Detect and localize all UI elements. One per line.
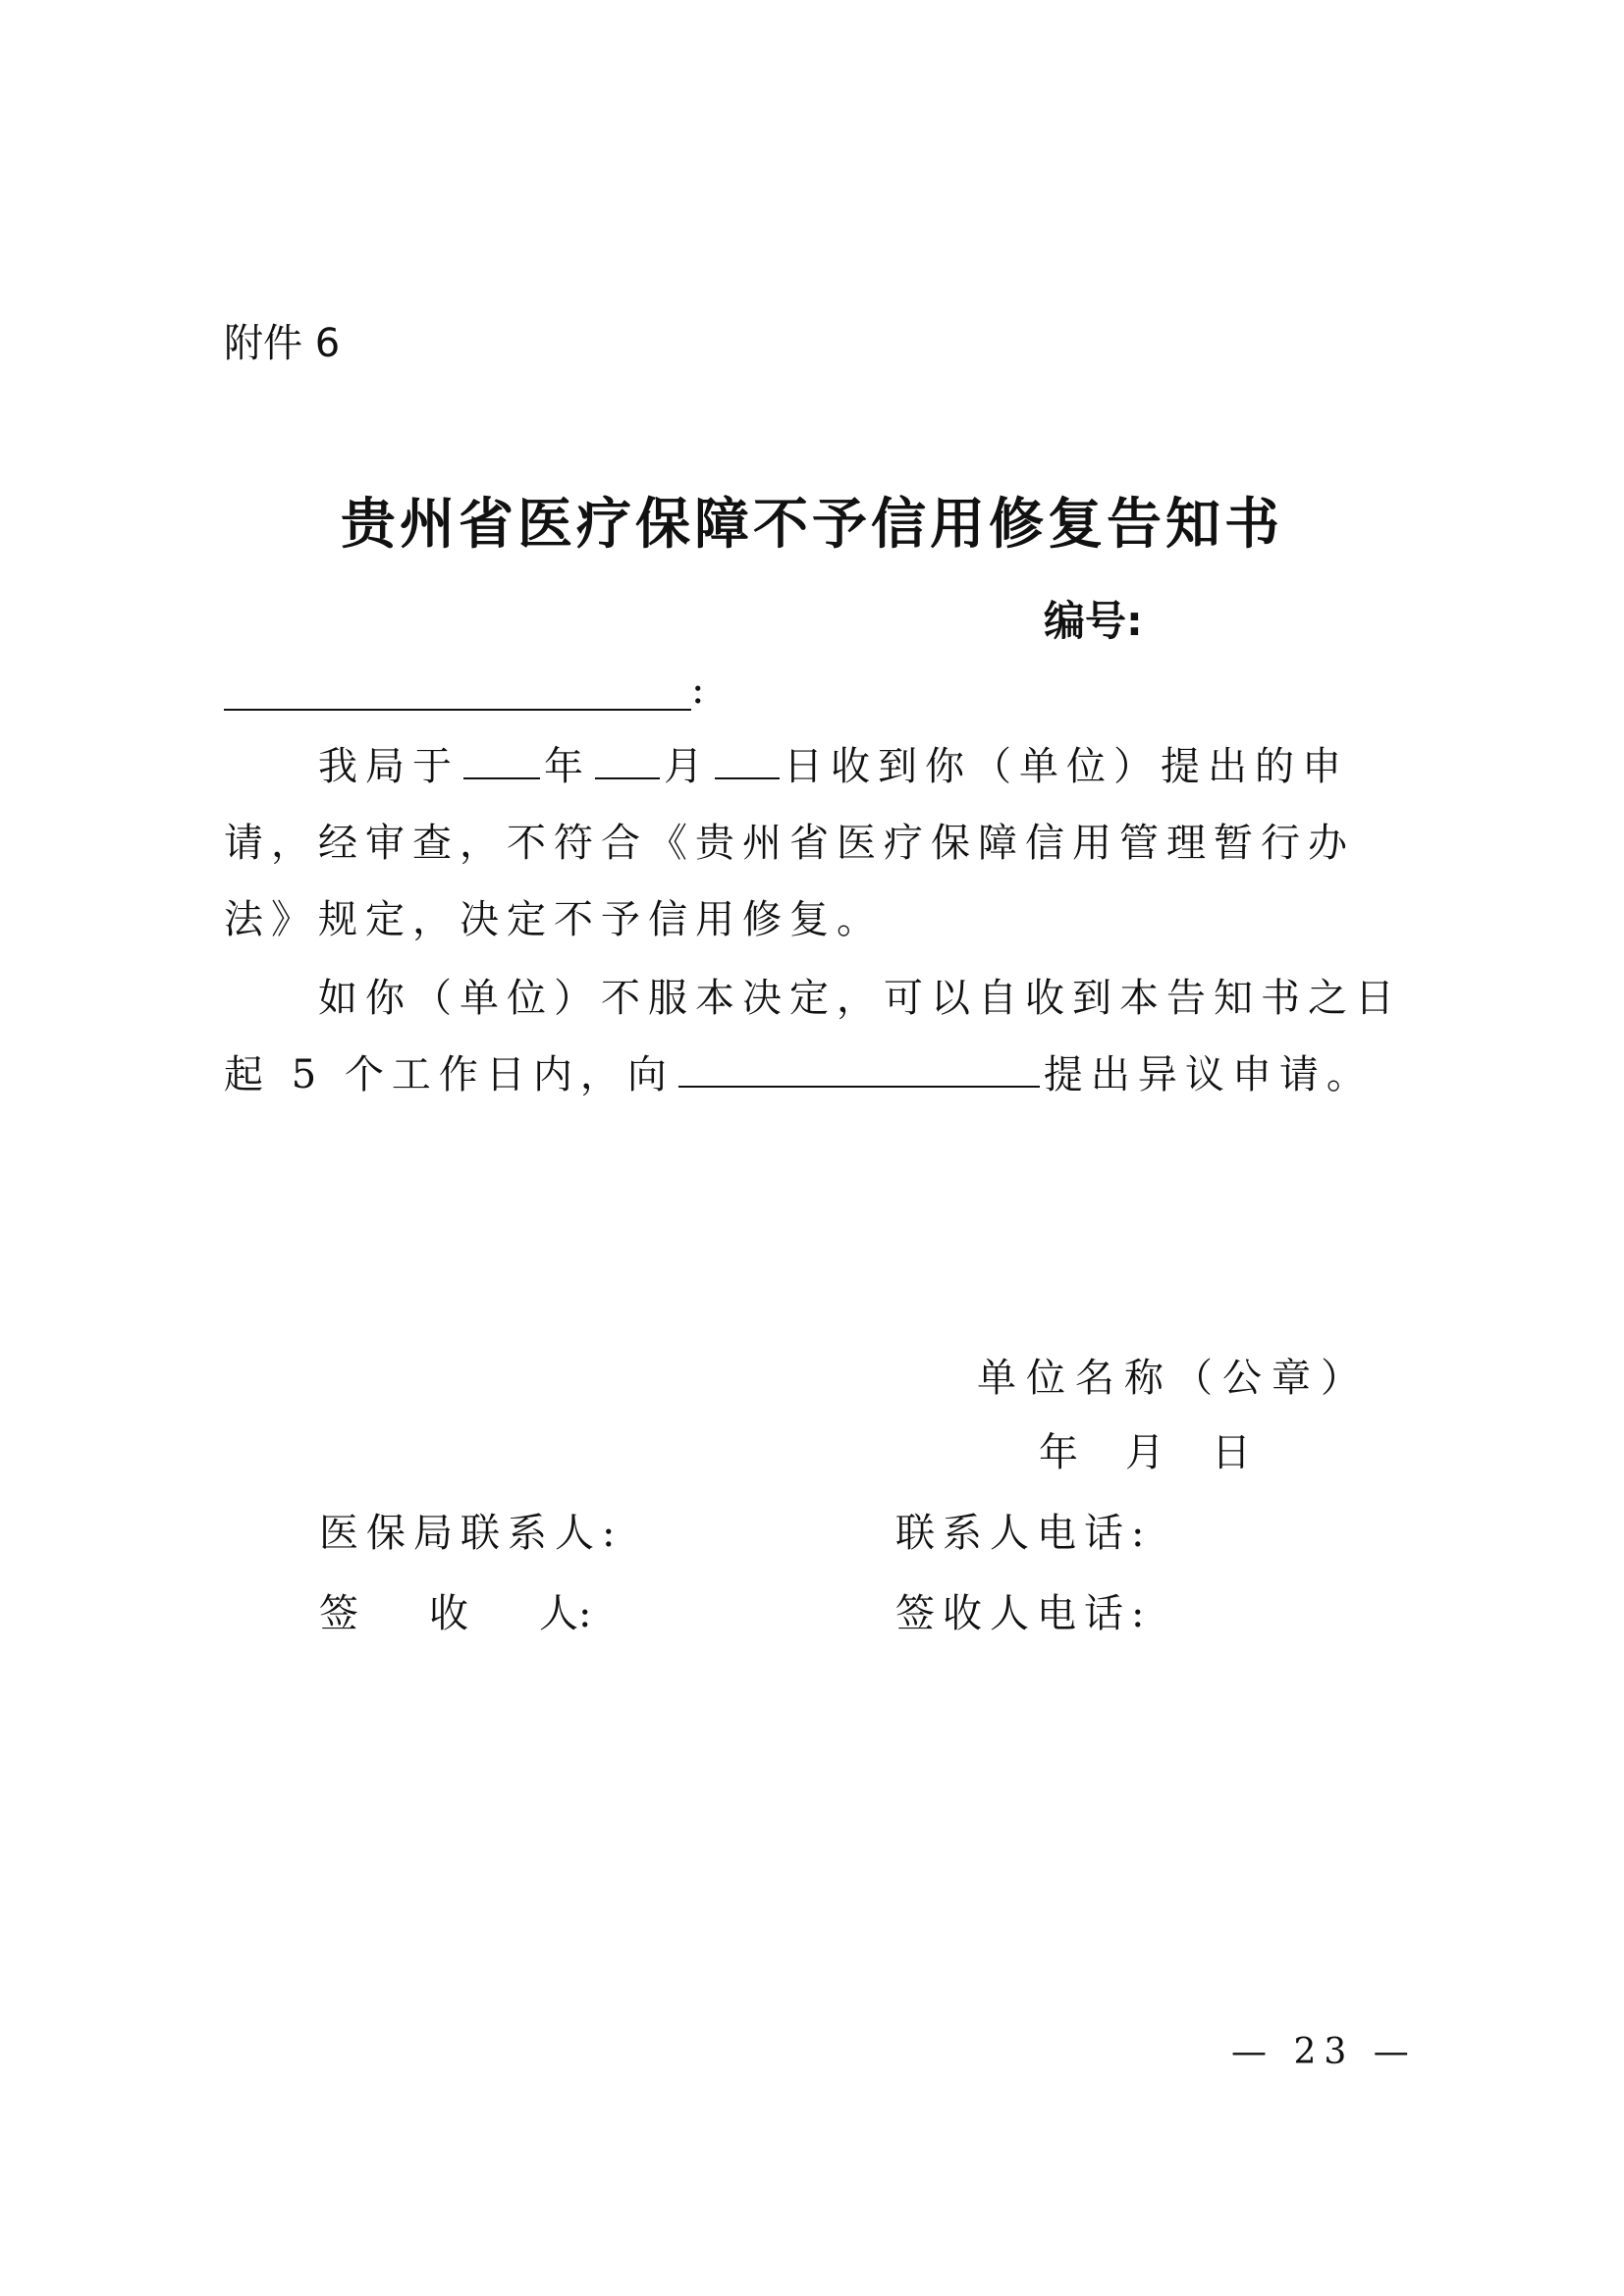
year-blank — [463, 746, 540, 779]
attachment-label: 附件 6 — [224, 321, 341, 366]
bureau-contact-label: 医保局联系人: — [319, 1511, 623, 1556]
month-blank — [595, 746, 660, 779]
recipient-blank-line — [224, 709, 691, 711]
date-month: 月 — [1125, 1430, 1164, 1475]
signee-phone-label: 签收人电话: — [895, 1591, 1153, 1636]
body-paragraph-1 — [224, 728, 1422, 958]
p1-text-end: 日收到你（单位）提出的申请，经审查，不符合《贵州省医疗保障信用管理暂行办法》规定，决定不予信用修复。 — [224, 744, 1355, 942]
p1-year-label: 年 — [544, 744, 591, 789]
body-paragraph-2 — [224, 960, 1422, 1113]
signature-date — [1039, 1421, 1298, 1477]
objection-recipient-blank — [678, 1054, 1040, 1088]
p1-text-start: 我局于 — [318, 744, 460, 789]
page-number: — 23 — — [1231, 2032, 1417, 2072]
signee-char-1: 签 — [319, 1591, 358, 1636]
unit-name-seal: 单位名称（公章） — [977, 1356, 1370, 1401]
p2-text-end: 提出异议申请。 — [1043, 1052, 1374, 1097]
date-day: 日 — [1212, 1430, 1251, 1475]
signee-char-2: 收 — [429, 1591, 468, 1636]
p1-month-label: 月 — [664, 744, 711, 789]
p2-text-start: 如你（单位）不服本决定，可以自收到本告知书之日起 5 个工作日内，向 — [224, 976, 1402, 1097]
contact-phone-label: 联系人电话: — [895, 1511, 1153, 1556]
document-title: 贵州省医疗保障不予信用修复告知书 — [341, 492, 1283, 557]
recipient-colon: : — [691, 667, 705, 713]
signee-char-3: 人: — [539, 1591, 592, 1636]
date-year: 年 — [1039, 1430, 1078, 1475]
document-number-label: 编号: — [1044, 597, 1143, 645]
day-blank — [715, 746, 780, 779]
signee-label — [319, 1582, 591, 1638]
